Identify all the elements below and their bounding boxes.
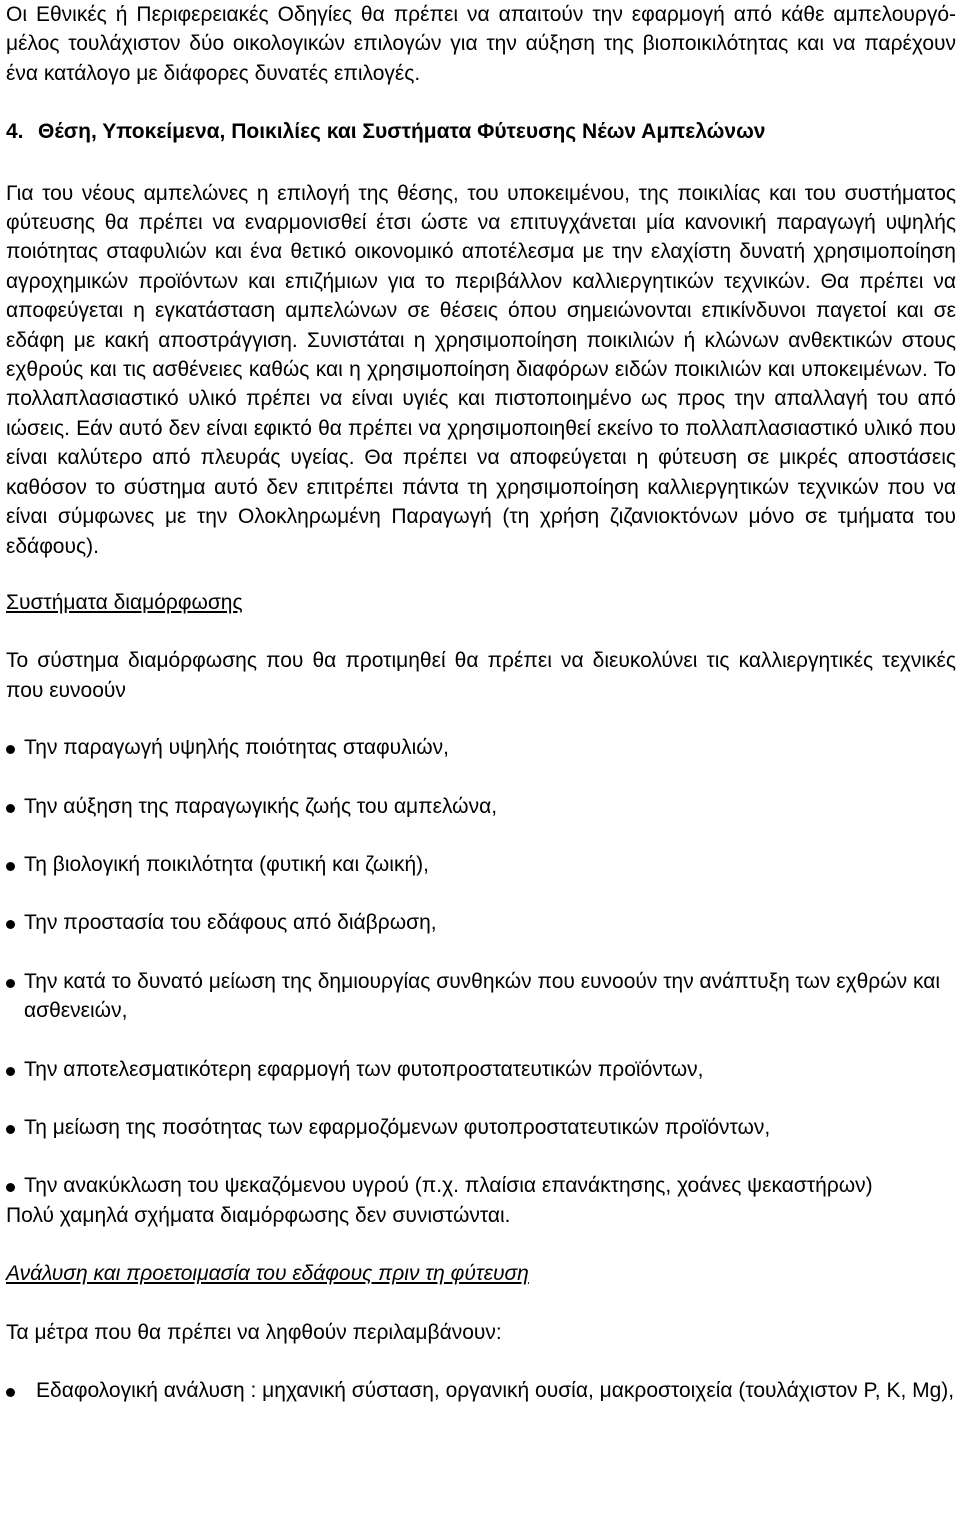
document-page bbox=[6, 0, 956, 1405]
list-item bbox=[6, 1376, 956, 1405]
closing-sentence: Πολύ χαμηλά σχήματα διαμόρφωσης δεν συνιστώνται. bbox=[6, 1203, 511, 1227]
list-item-text: Την προστασία του εδάφους από διάβρωση, bbox=[24, 911, 437, 935]
list-item bbox=[6, 1055, 956, 1084]
list-item-text: Την ανακύκλωση του ψεκαζόμενου υγρού (π.χ. πλαίσια επανάκτησης, χοάνες ψεκαστήρων) bbox=[24, 1174, 873, 1198]
bullet-icon bbox=[6, 1183, 15, 1192]
bullet-list-2 bbox=[6, 1376, 956, 1405]
intro-paragraph: Οι Εθνικές ή Περιφερειακές Οδηγίες θα πρέπει να απαιτούν την εφαρμογή από κάθε αμπελουργό-μέλος τουλάχιστον δύο οικολογικών επιλογών για την αύξηση της βιοποικιλότητας και να παρέχουν ένα κατάλογο με διάφορες δυνατές επιλογές. bbox=[6, 3, 956, 85]
bullet-icon bbox=[6, 979, 15, 988]
bullet-icon bbox=[6, 745, 15, 754]
list-item bbox=[6, 967, 956, 1026]
list-item-text: Την παραγωγή υψηλής ποιότητας σταφυλιών, bbox=[24, 736, 449, 760]
body-paragraph-2: Το σύστημα διαμόρφωσης που θα προτιμηθεί θα πρέπει να διευκολύνει τις καλλιεργητικές τεχνικές που ευνοούν bbox=[6, 649, 956, 702]
section-number: 4. bbox=[6, 120, 24, 144]
bullet-icon bbox=[6, 862, 15, 871]
list-item bbox=[6, 908, 956, 937]
list-item-text: Τη βιολογική ποικιλότητα (φυτική και ζωική), bbox=[24, 852, 429, 876]
list-item-text: Εδαφολογική ανάλυση : μηχανική σύσταση, οργανική ουσία, μακροστοιχεία (τουλάχιστον P, K, Mg), bbox=[36, 1379, 955, 1402]
list-item-text: Την αύξηση της παραγωγικής ζωής του αμπελώνα, bbox=[24, 794, 498, 818]
body-paragraph-3: Τα μέτρα που θα πρέπει να ληφθούν περιλαμβάνουν: bbox=[6, 1320, 502, 1344]
list-item bbox=[6, 1171, 956, 1200]
subheading-training-systems: Συστήματα διαμόρφωσης bbox=[6, 590, 243, 614]
list-item bbox=[6, 850, 956, 879]
bullet-icon bbox=[6, 1388, 15, 1397]
list-item-text: Την αποτελεσματικότερη εφαρμογή των φυτοπροστατευτικών προϊόντων, bbox=[24, 1057, 704, 1081]
list-item-text: Τη μείωση της ποσότητας των εφαρμοζόμενων φυτοπροστατευτικών προϊόντων, bbox=[24, 1115, 771, 1139]
subheading-soil-preparation: Ανάλυση και προετοιμασία του εδάφους πριν τη φύτευση bbox=[6, 1262, 529, 1286]
body-paragraph-1: Για του νέους αμπελώνες η επιλογή της θέσης, του υποκειμένου, της ποικιλίας και του συστήματος φύτευσης θα πρέπει να εναρμονισθεί έτσι ώστε να επιτυγχάνεται μία κανονική παραγωγή υψηλής ποιότητας σταφυλιών και ένα θετικό οικονομικό αποτέλεσμα με την ελαχίστη δυνατή χρησιμοποίηση αγροχημικών προϊόντων και επιζήμιων για το περιβάλλον καλλιεργητικών τεχνικών. Θα πρέπει να αποφεύγεται η εγκατάσταση αμπελώνων σε θέσεις όπου σημειώνονται επικίνδυνοι παγετοί και σε εδάφη με κακή αποστράγγιση. Συνιστάται η χρησιμοποίηση ποικιλιών ή κλώνων ανθεκτικών στους εχθρούς και τις ασθένειες καθώς και η χρησιμοποίηση διαφόρων ειδών ποικιλιών και υποκειμένων. Το πολλαπλασιαστικό υλικό πρέπει να είναι υγιές και πιστοποιημένο ως προς την απαλλαγή του από ιώσεις. Εάν αυτό δεν είναι εφικτό θα πρέπει να χρησιμοποιηθεί εκείνο το πολλαπλασιαστικό υλικό που είναι καλύτερο από πλευράς υγείας. Θα πρέπει να αποφεύγεται η φύτευση σε μικρές αποστάσεις καθόσον το σύστημα αυτό δεν επιτρέπει πάντα τη χρησιμοποίηση καλλιεργητικών τεχνικών που να είναι σύμφωνες με την Ολοκληρωμένη Παραγωγή (τη χρήση ζιζανιοκτόνων μόνο σε τμήματα του εδάφους). bbox=[6, 181, 956, 558]
bullet-icon bbox=[6, 1125, 15, 1134]
bullet-icon bbox=[6, 920, 15, 929]
list-item bbox=[6, 733, 956, 762]
bullet-icon bbox=[6, 804, 15, 813]
section-title: Θέση, Υποκείμενα, Ποικιλίες και Συστήματα Φύτευσης Νέων Αμπελώνων bbox=[38, 120, 766, 144]
list-item bbox=[6, 792, 956, 821]
list-item bbox=[6, 1113, 956, 1142]
list-item-text: Την κατά το δυνατό μείωση της δημιουργίας συνθηκών που ευνοούν την ανάπτυξη των εχθρών και ασθενειών, bbox=[24, 969, 941, 1023]
section-heading bbox=[6, 117, 956, 146]
bullet-list-1 bbox=[6, 733, 956, 1201]
bullet-icon bbox=[6, 1067, 15, 1076]
